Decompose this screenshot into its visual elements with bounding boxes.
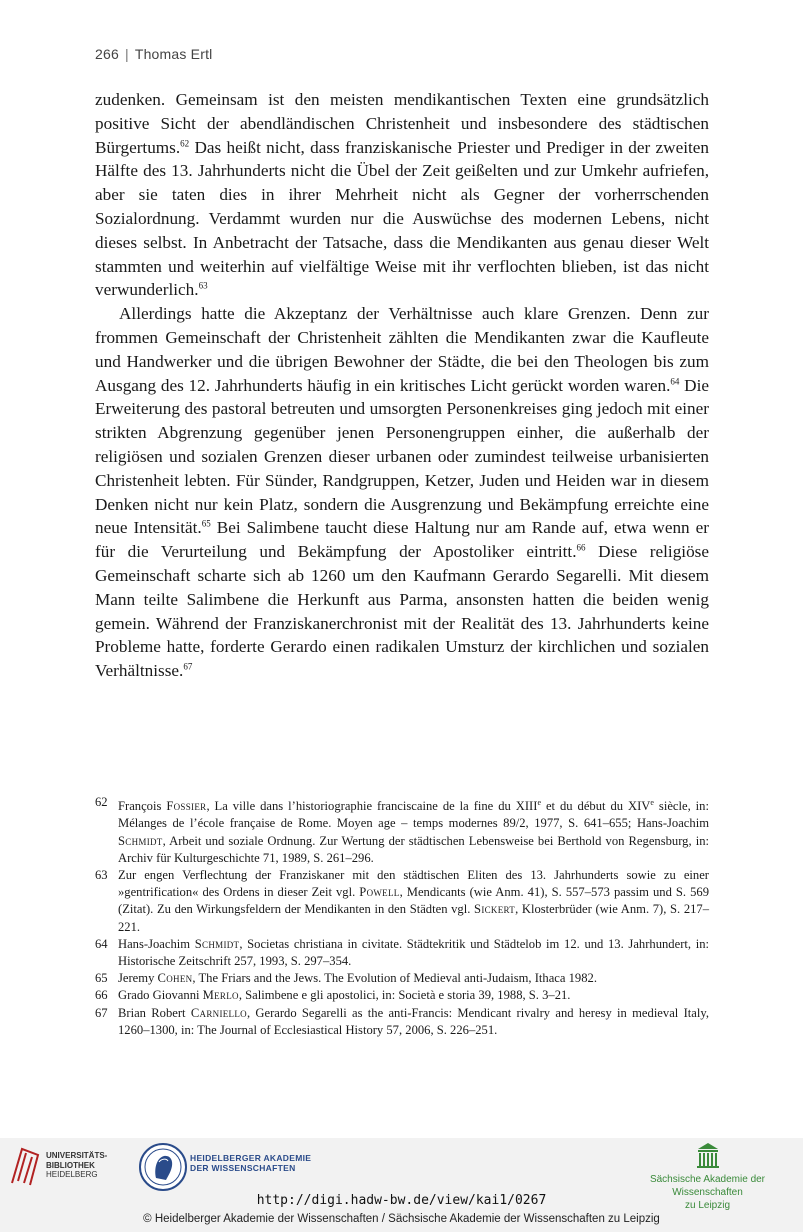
paragraph-1 [95, 88, 709, 302]
footnote-text: Zur engen Verflechtung der Franziskaner mit den städtischen Eliten des 13. Jahrhunderts sowie zu einer »gentrification« des Ordens in dieser Zeit vgl. Powell, Mendicants (wie Anm. 41), S. 557–573 passim und S. 569 (Zitat). Zu den Wirkungsfeldern der Mendikanten in den Städten vgl. Sickert, Klosterbrüder (wie Anm. 7), S. 217–221. [118, 868, 710, 934]
footnote-ref-62[interactable]: 62 [180, 137, 190, 148]
main-text [95, 88, 709, 683]
paragraph-1-text-b: Das heißt nicht, dass franziskanische Priester und Prediger in der zweiten Hälfte des 13. Jahrhunderts nicht die Übel der Zeit geißelten und zur Umkehr aufriefen, aber sie taten dies in ihrer Mehrheit nicht als Gegner der vorherrschenden Sozialordnung. Verdammt wurden nur die Auswüchse des modernen Lebens, nicht dieses selbst. In Anbetracht der Tatsache, dass die Mendikanten aus genau dieser Welt stammten und weiterhin auf vielfältige Weise mit ihr verflochten blieben, ist das nicht verwunderlich. [95, 137, 709, 300]
footnote-number: 63 [95, 868, 108, 882]
footnote-text: Jeremy Cohen, The Friars and the Jews. The Evolution of Medieval anti-Judaism, Ithaca 1982. [118, 971, 597, 986]
ub-heidelberg-logo-text: UNIVERSITÄTS- BIBLIOTHEK HEIDELBERG [46, 1151, 108, 1179]
footnote-number: 64 [95, 936, 108, 951]
footnotes [95, 794, 709, 1039]
footnote-number: 62 [95, 795, 108, 809]
footnote-ref-67[interactable]: 67 [183, 661, 193, 672]
footnote-text: Grado Giovanni Merlo, Salimbene e gli apostolici, in: Società e storia 39, 1988, S. 3–21. [118, 988, 571, 1003]
paragraph-2-text-a: Allerdings hatte die Akzeptanz der Verhältnisse auch klare Grenzen. Denn zur frommen Gemeinschaft der Christenheit zählten die Mendikanten zwar die Kaufleute und Handwerker und die übrigen Bewohner der Städte, die bei den Theologen bis zum Ausgang des 12. Jahrhunderts häufig in ein kritisches Licht gerückt worden waren. [95, 304, 709, 395]
footnote-text: Hans-Joachim Schmidt, Societas christiana in civitate. Städtekritik und Städtelob im 12. und 13. Jahrhundert, in: Historische Zeitschrift 257, 1993, S. 297–354. [118, 936, 710, 969]
paragraph-2-text-b: Die Erweiterung des pastoral betreuten und umsorgten Personenkreises ging jedoch mit einer strikten Abgrenzung gegenüber jenen Personengruppen einher, die außerhalb der religiösen und sozialen Grenzen dieser urbanen oder zumindest teilweise urbanisierten Christenheit lebten. Für Sünder, Randgruppen, Ketzer, Juden und Heiden war in diesem Denken nicht nur kein Platz, sondern die Ausgrenzung und Bekämpfung erreichte eine neue Intensität. [95, 375, 709, 538]
footnote-number: 66 [95, 988, 108, 1003]
footnote-ref-65[interactable]: 65 [201, 518, 211, 529]
footnote-67 [95, 1005, 709, 1039]
footnote-ref-66[interactable]: 66 [576, 542, 586, 553]
footnote-63 [95, 867, 709, 936]
saw-logo-text: Sächsische Akademie der Wissenschaften zu Leipzig [649, 1174, 766, 1211]
paragraph-2-text-c: Bei Salimbene taucht diese Haltung nur am Rande auf, etwa wenn er für die Verurteilung und Bekämpfung der Apostoliker eintritt. [95, 518, 709, 562]
footnote-ref-63[interactable]: 63 [198, 280, 208, 291]
paragraph-1-text-a: zudenken. Gemeinsam ist den meisten mendikantischen Texten eine grundsätzlich positive Sicht der abendländischen Christenheit und insbesondere des städtischen Bürgertums. [95, 90, 709, 157]
footnote-66 [95, 987, 709, 1004]
footnote-number: 67 [95, 1005, 108, 1020]
hadw-seal-icon[interactable] [138, 1142, 188, 1192]
footnote-65 [95, 970, 709, 987]
footnote-62 [95, 794, 709, 867]
header-author: Thomas Ertl [134, 46, 213, 62]
saw-building-icon[interactable] [696, 1142, 720, 1170]
paragraph-2 [95, 302, 709, 683]
footnote-64 [95, 936, 709, 970]
footnote-text: François Fossier, La ville dans l’historiographie franciscaine de la fine du XIIIe et du début du XIVe siècle, in: Mélanges de l’école française de Rome. Moyen age – temps modernes 89/2, 1977, S. 641–655; Hans-Joachim Schmidt, Arbeit und soziale Ordnung. Zur Wertung der städtischen Lebensweise bei Berthold von Regensburg, in: Archiv für Kulturgeschichte 71, 1989, S. 261–296. [118, 798, 709, 865]
page-number: 266 [95, 46, 119, 62]
paragraph-2-text-d: Diese religiöse Gemeinschaft scharte sich ab 1260 um den Kaufmann Gerardo Segarelli. Mit diesem Mann teilte Salimbene die Herkunft aus Parma, ansonsten hatten die beiden wenig gemein. Während der Franziskanerchronist mit der Realität des 13. Jahrhunderts keine Probleme hatte, forderte Gerardo einen radikalen Umsturz der kirchlichen und sozialen Verhältnisse. [95, 542, 709, 681]
footnote-number: 65 [95, 971, 108, 986]
footnote-ref-64[interactable]: 64 [670, 375, 680, 386]
hadw-logo-text: HEIDELBERGER AKADEMIE DER WISSENSCHAFTEN [190, 1153, 312, 1173]
running-header [95, 46, 212, 62]
footnote-text: Brian Robert Carniello, Gerardo Segarelli as the anti-Francis: Mendicant rivalry and heresy in medieval Italy, 1260–1300, in: The Journal of Ecclesiastical History 57, 2006, S. 226–251. [118, 1005, 709, 1037]
copyright-notice: © Heidelberger Akademie der Wissenschaften / Sächsische Akademie der Wissenschaften zu Leipzig [143, 1213, 660, 1225]
permalink-url[interactable]: http://digi.hadw-bw.de/view/kai1/0267 [256, 1193, 547, 1208]
header-separator: | [124, 46, 129, 62]
